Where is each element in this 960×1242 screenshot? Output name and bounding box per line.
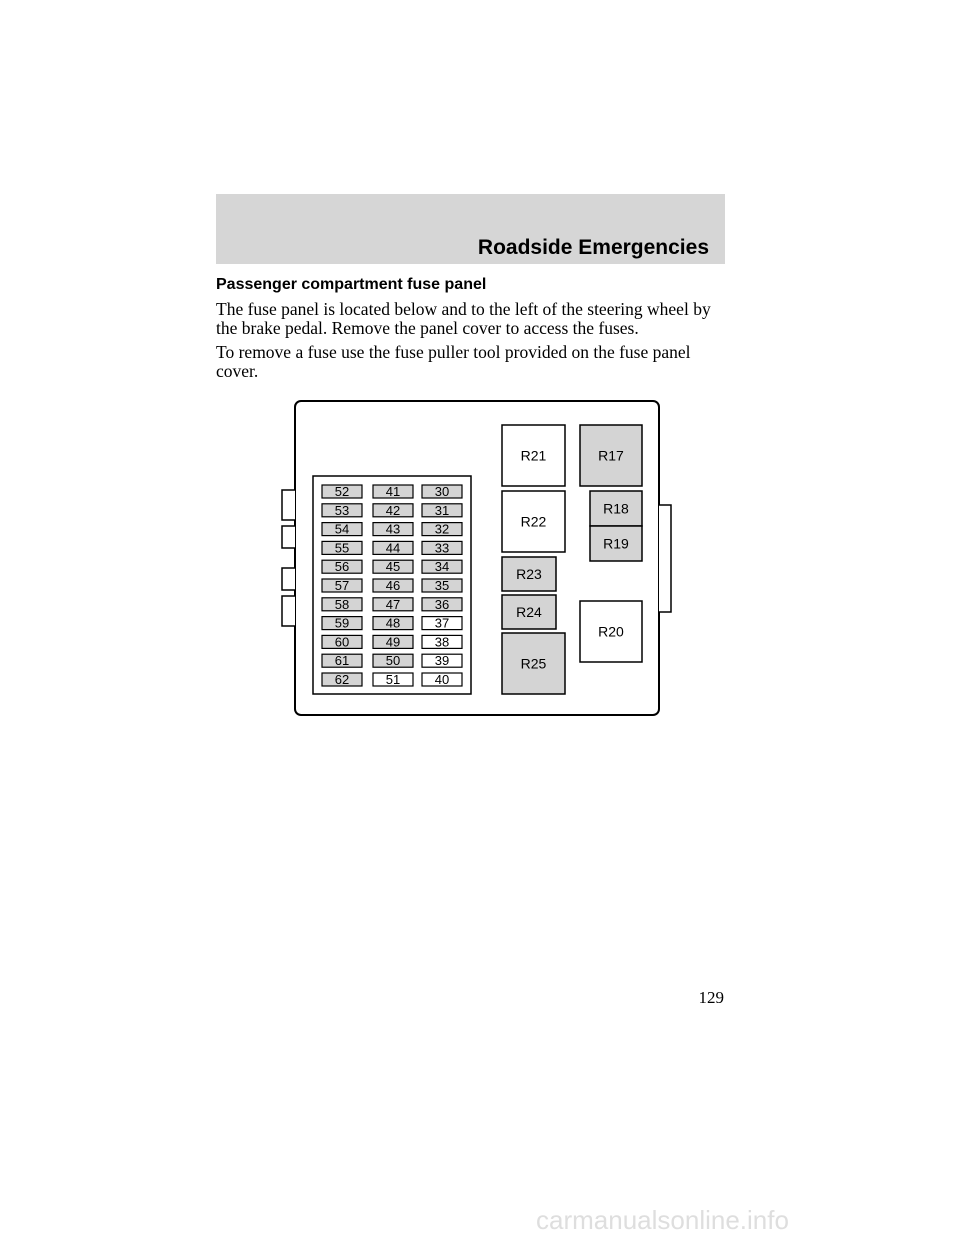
fuse-label-37: 37 — [434, 615, 450, 631]
fuse-label-46: 46 — [385, 578, 401, 593]
fuse-label-35: 35 — [434, 578, 450, 593]
subheading: Passenger compartment fuse panel — [216, 276, 487, 293]
fuse-label-52: 52 — [334, 484, 350, 499]
fuse-label-59: 59 — [334, 615, 350, 631]
fuse-label-36: 36 — [434, 596, 450, 612]
fuse-label-34: 34 — [434, 559, 450, 575]
fuse-label-54: 54 — [334, 521, 350, 537]
fuse-label-45: 45 — [385, 559, 401, 575]
fuse-label-42: 42 — [385, 502, 401, 518]
fuse-label-39: 39 — [434, 653, 450, 669]
fuse-label-58: 58 — [334, 596, 350, 612]
fuse-label-48: 48 — [385, 615, 401, 631]
left-clip — [282, 490, 295, 520]
fuse-label-61: 61 — [334, 653, 350, 669]
relay-label-r18: R18 — [603, 500, 629, 517]
relay-label-r23: R23 — [516, 566, 542, 582]
fuse-label-50: 50 — [385, 653, 401, 669]
relay-label-r17: R17 — [598, 447, 624, 464]
left-clip — [282, 596, 295, 626]
page-number: 129 — [698, 988, 724, 1007]
fuse-label-57: 57 — [334, 578, 350, 593]
fuse-label-60: 60 — [334, 634, 350, 650]
relay-label-r21: R21 — [520, 447, 547, 464]
relay-label-r22: R22 — [520, 513, 547, 530]
relay-label-r24: R24 — [516, 604, 542, 620]
paragraph-removal: To remove a fuse use the fuse puller tool provided on the fuse panel cover. — [216, 342, 691, 381]
footer-watermark: carmanualsonline.info — [536, 1205, 789, 1235]
paragraph-location: The fuse panel is located below and to the left of the steering wheel by the brake pedal. Remove the panel cover to access the fuses. — [216, 299, 711, 338]
fuse-panel-svg — [280, 398, 680, 720]
fuse-panel-diagram — [280, 398, 680, 720]
section-title: Roadside Emergencies — [477, 236, 709, 259]
fuse-label-40: 40 — [434, 672, 450, 687]
left-clip — [282, 526, 295, 548]
fuse-label-56: 56 — [334, 559, 350, 575]
fuse-label-53: 53 — [334, 502, 350, 518]
fuse-label-30: 30 — [434, 484, 450, 499]
header-band — [216, 194, 725, 264]
fuse-label-41: 41 — [385, 484, 401, 499]
fuse-label-38: 38 — [434, 634, 450, 650]
fuse-label-51: 51 — [385, 672, 401, 687]
fuse-label-47: 47 — [385, 596, 401, 612]
fuse-label-32: 32 — [434, 521, 450, 537]
fuse-label-55: 55 — [334, 540, 350, 556]
relay-label-r25: R25 — [520, 655, 547, 672]
fuse-label-62: 62 — [334, 672, 350, 687]
fuse-label-33: 33 — [434, 540, 450, 556]
right-clip — [659, 505, 671, 612]
fuse-label-43: 43 — [385, 521, 401, 537]
relay-label-r19: R19 — [603, 535, 629, 552]
fuse-label-44: 44 — [385, 540, 401, 556]
fuse-label-31: 31 — [434, 502, 450, 518]
relay-label-r20: R20 — [598, 623, 624, 640]
left-clip — [282, 568, 295, 590]
fuse-label-49: 49 — [385, 634, 401, 650]
